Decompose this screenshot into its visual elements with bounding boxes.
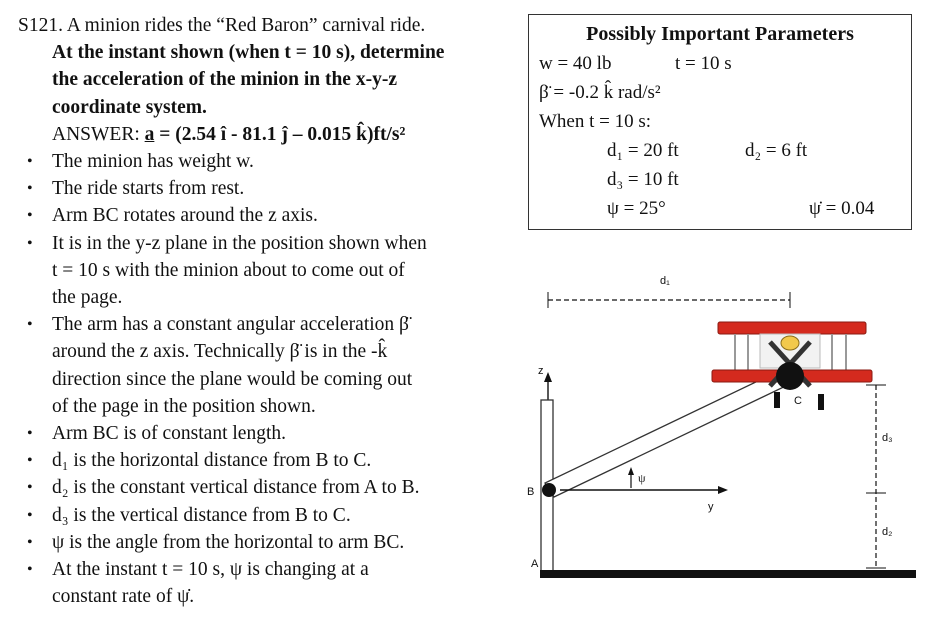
param-t: t = 10 s bbox=[675, 53, 732, 74]
y-axis-label: y bbox=[708, 501, 714, 513]
point-a-label: A bbox=[531, 558, 539, 570]
param-d2: d₂ = 6 ft bbox=[745, 140, 808, 161]
assumption-item bbox=[18, 420, 518, 447]
problem-number: S121. bbox=[18, 15, 63, 36]
assumption-list bbox=[18, 148, 518, 610]
problem-text bbox=[18, 12, 518, 610]
assumption-item bbox=[18, 556, 518, 610]
psi-label: ψ bbox=[638, 471, 646, 485]
task-line-2: the acceleration of the minion in the x-y-z bbox=[52, 69, 397, 91]
assumption-line: d₁ is the horizontal distance from B to C. bbox=[52, 450, 372, 472]
assumption-item bbox=[18, 202, 518, 229]
task-line-1: At the instant shown (when t = 10 s), determine bbox=[52, 42, 445, 64]
assumption-line: The arm has a constant angular acceleration β̈ bbox=[52, 314, 409, 336]
d1-label: d₁ bbox=[660, 275, 670, 287]
assumption-item bbox=[18, 502, 518, 529]
assumption-line: It is in the y-z plane in the position shown when bbox=[52, 232, 427, 254]
d2-label: d₂ bbox=[882, 526, 893, 538]
psi-arrow bbox=[628, 467, 646, 488]
task-line-3: coordinate system. bbox=[52, 96, 207, 118]
parameters-box bbox=[528, 14, 912, 230]
z-axis-label: z bbox=[538, 365, 544, 377]
assumption-line: d₃ is the vertical distance from B to C. bbox=[52, 504, 351, 526]
assumption-item bbox=[18, 474, 518, 501]
answer-vector: a bbox=[144, 123, 155, 145]
d3-label: d₃ bbox=[882, 432, 893, 444]
assumption-line: The ride starts from rest. bbox=[52, 178, 245, 200]
problem-intro: A minion rides the “Red Baron” carnival ride. bbox=[66, 15, 426, 36]
assumption-item bbox=[18, 175, 518, 202]
d3-d2-dimension bbox=[866, 385, 893, 568]
param-psi: ψ = 25° bbox=[607, 198, 666, 219]
assumption-line: t = 10 s with the minion about to come out of bbox=[52, 259, 405, 281]
point-b-label: B bbox=[527, 486, 535, 498]
assumption-line: The minion has weight w. bbox=[52, 151, 254, 173]
pivot-b bbox=[542, 483, 556, 497]
d1-dimension bbox=[548, 275, 790, 308]
assumption-line: of the page in the position shown. bbox=[52, 395, 316, 417]
assumption-item bbox=[18, 447, 518, 474]
param-psidot: ψ̇ = 0.04 bbox=[809, 198, 875, 219]
param-beta: β̈ = -0.2 k̂ rad/s² bbox=[539, 82, 661, 103]
assumption-line: Arm BC rotates around the z axis. bbox=[52, 205, 318, 227]
assumption-line: ψ is the angle from the horizontal to arm BC. bbox=[52, 531, 405, 553]
param-d3: d₃ = 10 ft bbox=[607, 169, 679, 190]
assumption-line: Arm BC is of constant length. bbox=[52, 423, 286, 445]
assumption-line: d₂ is the constant vertical distance from A to B. bbox=[52, 477, 420, 499]
answer-value: = (2.54 î - 81.1 ĵ – 0.015 k̂)ft/s² bbox=[154, 123, 406, 145]
ground bbox=[540, 570, 916, 578]
assumption-line: constant rate of ψ̇. bbox=[52, 586, 195, 608]
problem-intro-line bbox=[18, 12, 518, 39]
param-when: When t = 10 s: bbox=[539, 111, 652, 132]
assumption-line: around the z axis. Technically β̈ is in the -k̂ bbox=[52, 341, 388, 363]
assumption-line: direction since the plane would be coming out bbox=[52, 368, 413, 390]
param-w: w = 40 lb bbox=[539, 53, 612, 74]
point-c-label: C bbox=[794, 395, 802, 407]
parameters-title: Possibly Important Parameters bbox=[586, 23, 854, 45]
param-d1: d₁ = 20 ft bbox=[607, 140, 679, 161]
assumption-item bbox=[18, 230, 518, 312]
arm-bc bbox=[545, 369, 792, 497]
assumption-item bbox=[18, 148, 518, 175]
y-axis bbox=[560, 486, 728, 513]
ride-diagram bbox=[520, 262, 930, 622]
assumption-line: the page. bbox=[52, 287, 123, 309]
answer-label: ANSWER: bbox=[52, 123, 140, 145]
assumption-line: At the instant t = 10 s, ψ is changing at a bbox=[52, 559, 369, 581]
assumption-item bbox=[18, 529, 518, 556]
answer-line bbox=[18, 121, 518, 148]
assumption-item bbox=[18, 311, 518, 420]
